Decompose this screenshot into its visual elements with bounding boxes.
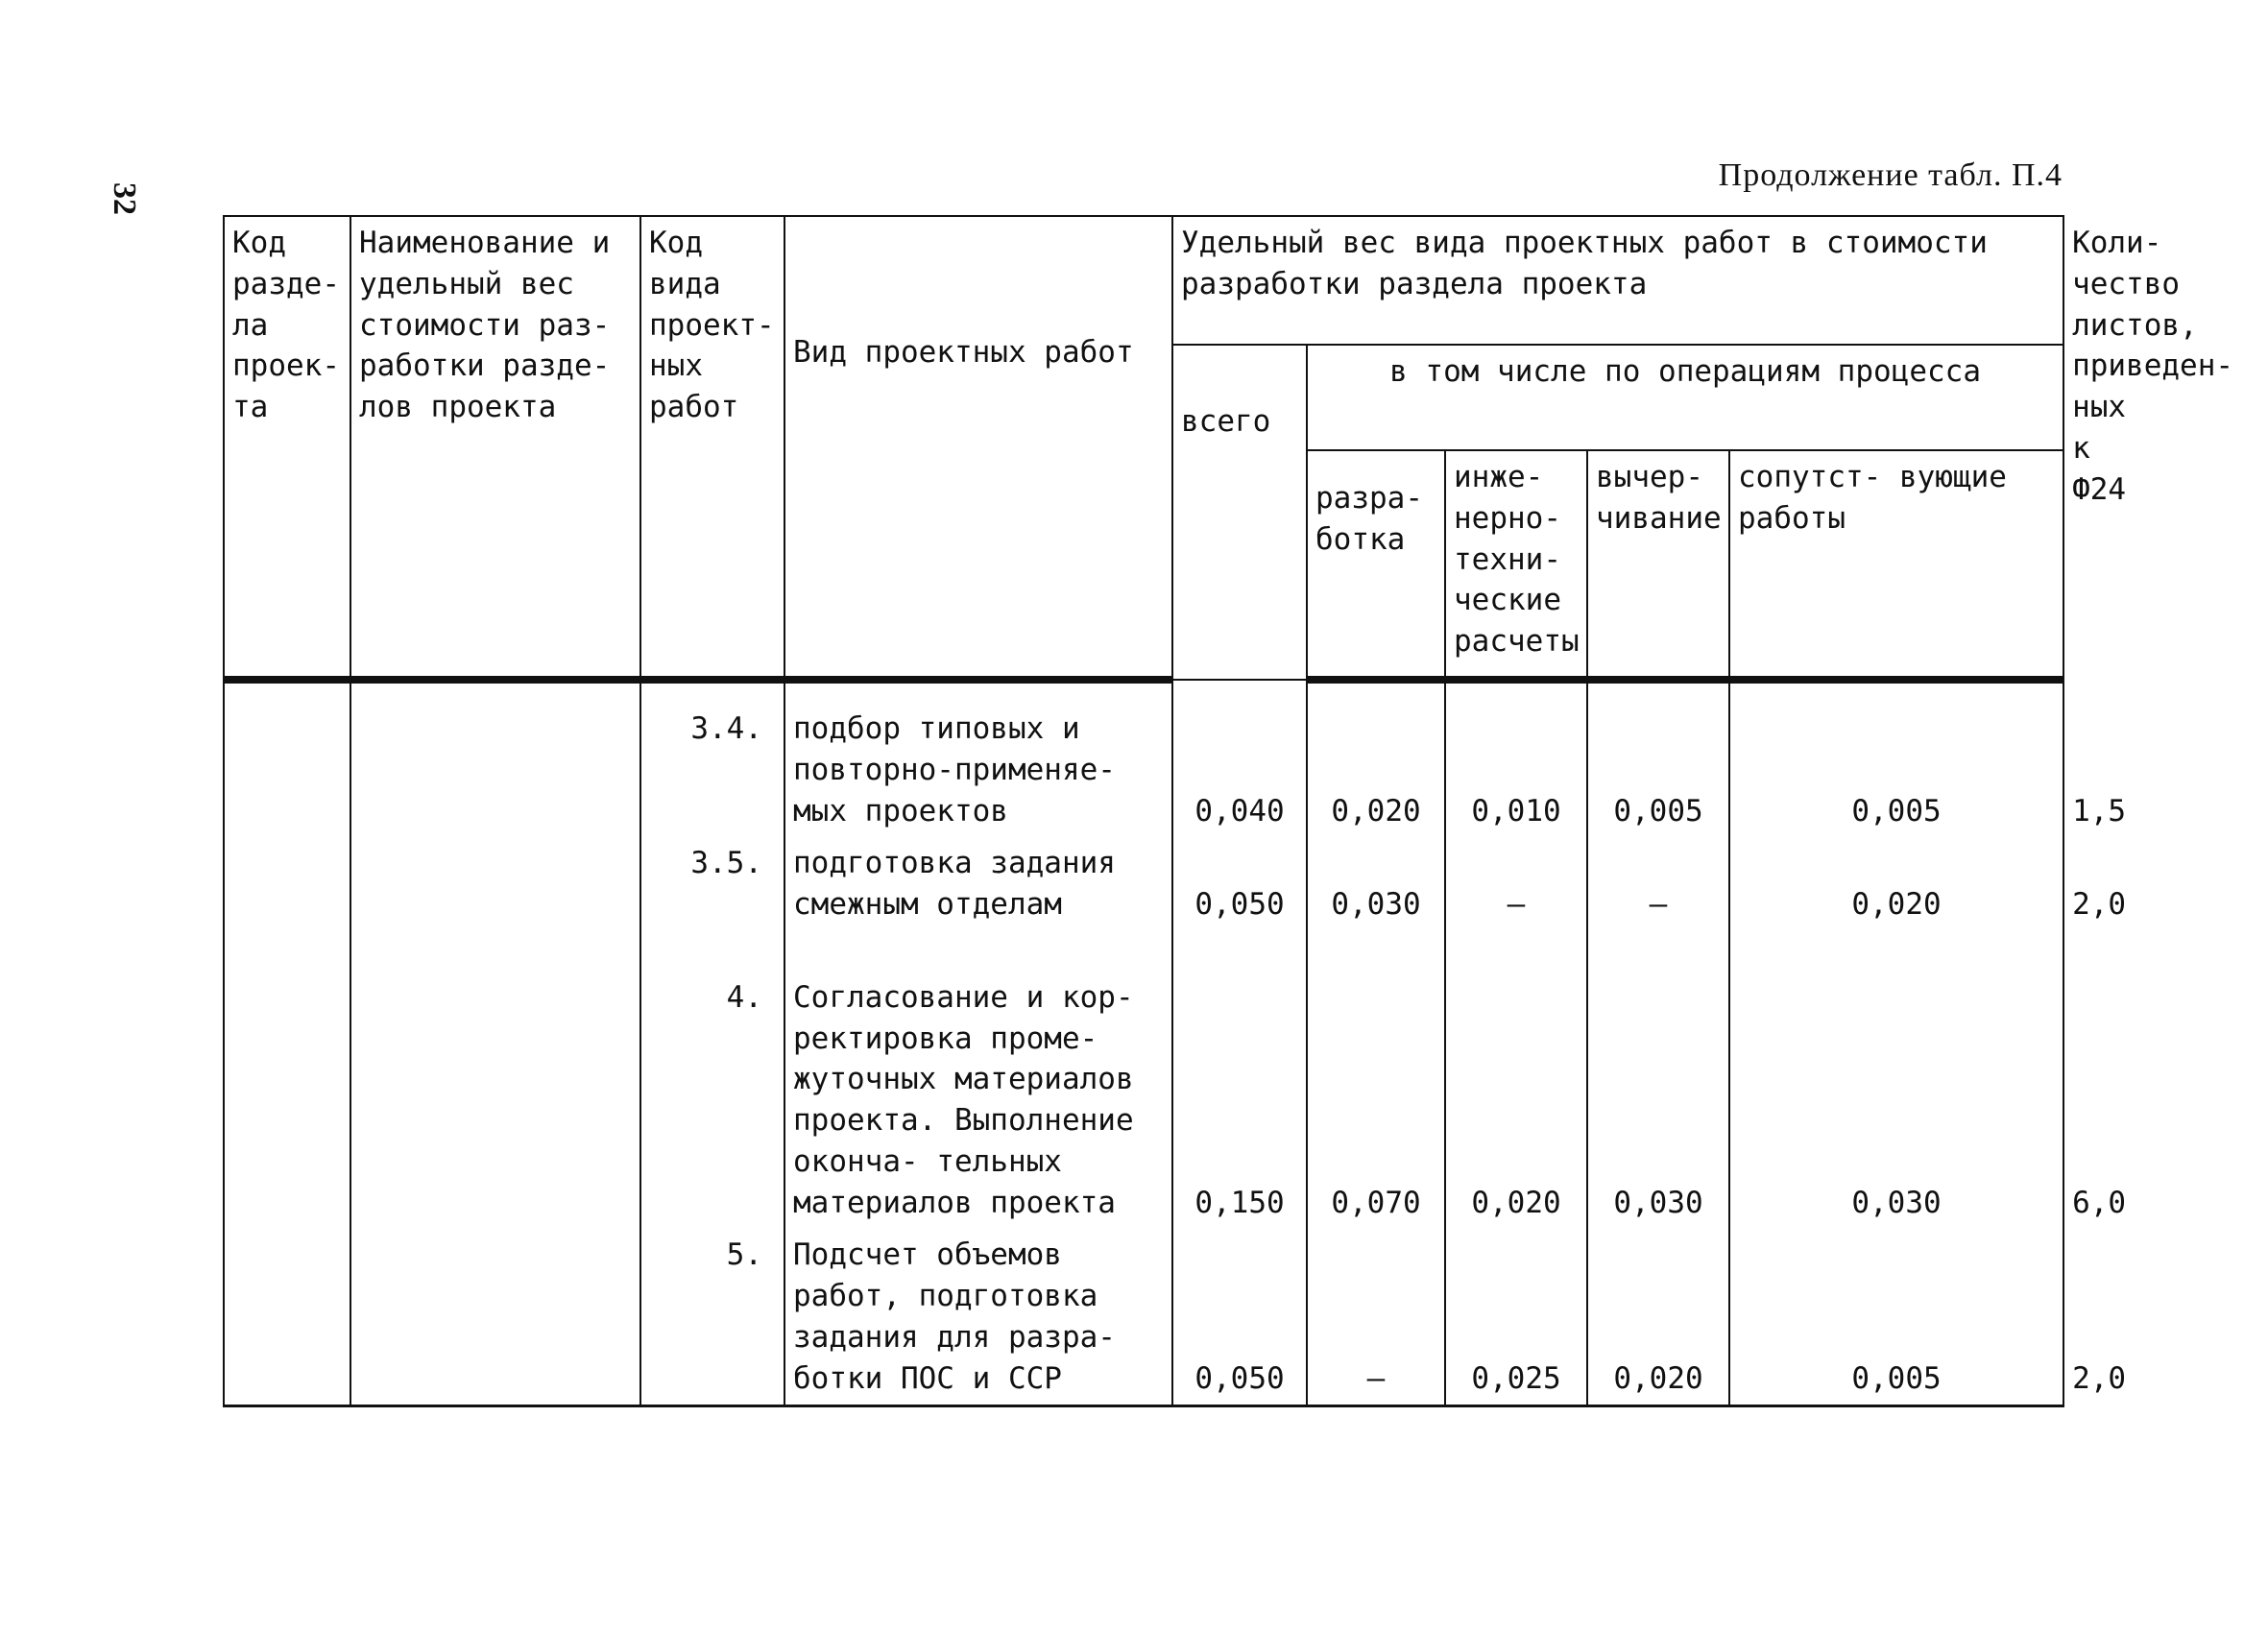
- cell-eng: 0,010: [1445, 680, 1587, 837]
- cell-work-type: подготовка задания смежным отделам: [784, 837, 1172, 931]
- header-share-group: Удельный вес вида проектных работ в стоимости разработки раздела проекта: [1172, 216, 2063, 345]
- cell-work-code: 3.5.: [640, 837, 784, 931]
- table-row: 4. Согласование и кор- ректировка проме- жуточных материалов проекта. Выполнение оконча- тельных материалов проекта 0,150 0,070 0,020 0,030 0,030 6,0: [224, 931, 2063, 1230]
- work-share-table: Код разде- ла проек- та Наименование и удельный вес стоимости раз- работки разде- лов проекта Код вида проект- ных работ Вид проектных работ Удельный вес вида проектных работ в стоимости разработки раздела проекта Коли- чество листов, приведен- ных к Ф24 всего в том числе по операциям процесса разра- ботка инже- нерно- техни- ческие расчеты вычер- чивание сопутст- вующие работы 3.4. подбор типовых и повторно-применяе- мых проектов 0,040 0,020 0,010 0,005 0,005 1,5 3.5. подготовка задания смежным отделам 0,050 0,030 – – 0,020 2,0 4. Согласование и кор- ректировка проме- жуточных материалов проекта. Выполнение оконча- тельных материалов проекта 0,150 0,070 0,020 0,030 0,030 6,0 5. Подсчет объемов работ, подготовка задания для разра- ботки ПОС и ССР 0,050 – 0,025 0,020 0,005 2,0: [223, 215, 2064, 1407]
- cell-dev: 0,030: [1307, 837, 1445, 931]
- cell-total: 0,150: [1172, 931, 1307, 1230]
- cell-section-name: [350, 837, 640, 931]
- cell-aux: 0,030: [1729, 931, 2063, 1230]
- cell-work-code: 4.: [640, 931, 784, 1230]
- header-op-draw: вычер- чивание: [1587, 450, 1729, 680]
- cell-dev: 0,020: [1307, 680, 1445, 837]
- cell-section-code: [224, 931, 350, 1230]
- table-row: 5. Подсчет объемов работ, подготовка задания для разра- ботки ПОС и ССР 0,050 – 0,025 0,020 0,005 2,0: [224, 1229, 2063, 1406]
- cell-total: 0,050: [1172, 837, 1307, 931]
- cell-total: 0,050: [1172, 1229, 1307, 1406]
- cell-work-type: подбор типовых и повторно-применяе- мых проектов: [784, 680, 1172, 837]
- header-work-type: Вид проектных работ: [784, 216, 1172, 680]
- cell-draw: 0,030: [1587, 931, 1729, 1230]
- cell-section-code: [224, 837, 350, 931]
- header-op-eng: инже- нерно- техни- ческие расчеты: [1445, 450, 1587, 680]
- page-number: 32: [107, 182, 142, 215]
- cell-section-name: [350, 680, 640, 837]
- cell-total: 0,040: [1172, 680, 1307, 837]
- cell-section-name: [350, 931, 640, 1230]
- table-row: 3.5. подготовка задания смежным отделам 0,050 0,030 – – 0,020 2,0: [224, 837, 2063, 931]
- cell-eng: –: [1445, 837, 1587, 931]
- cell-eng: 0,020: [1445, 931, 1587, 1230]
- table-caption: Продолжение табл. П.4: [1718, 157, 2063, 193]
- cell-aux: 0,005: [1729, 1229, 2063, 1406]
- cell-work-code: 3.4.: [640, 680, 784, 837]
- cell-dev: 0,070: [1307, 931, 1445, 1230]
- cell-aux: 0,020: [1729, 837, 2063, 931]
- cell-section-name: [350, 1229, 640, 1406]
- cell-section-code: [224, 680, 350, 837]
- header-section-name: Наименование и удельный вес стоимости раз- работки разде- лов проекта: [350, 216, 640, 680]
- cell-draw: 0,005: [1587, 680, 1729, 837]
- cell-aux: 0,005: [1729, 680, 2063, 837]
- header-op-dev: разра- ботка: [1307, 450, 1445, 680]
- header-ops-group: в том числе по операциям процесса: [1307, 345, 2063, 450]
- cell-dev: –: [1307, 1229, 1445, 1406]
- header-work-code: Код вида проект- ных работ: [640, 216, 784, 680]
- header-op-aux: сопутст- вующие работы: [1729, 450, 2063, 680]
- cell-section-code: [224, 1229, 350, 1406]
- cell-work-code: 5.: [640, 1229, 784, 1406]
- cell-work-type: Согласование и кор- ректировка проме- жуточных материалов проекта. Выполнение оконча- тельных материалов проекта: [784, 931, 1172, 1230]
- cell-eng: 0,025: [1445, 1229, 1587, 1406]
- header-total: всего: [1172, 345, 1307, 680]
- cell-draw: –: [1587, 837, 1729, 931]
- cell-work-type: Подсчет объемов работ, подготовка задания для разра- ботки ПОС и ССР: [784, 1229, 1172, 1406]
- table-row: 3.4. подбор типовых и повторно-применяе- мых проектов 0,040 0,020 0,010 0,005 0,005 1,5: [224, 680, 2063, 837]
- cell-draw: 0,020: [1587, 1229, 1729, 1406]
- header-section-code: Код разде- ла проек- та: [224, 216, 350, 680]
